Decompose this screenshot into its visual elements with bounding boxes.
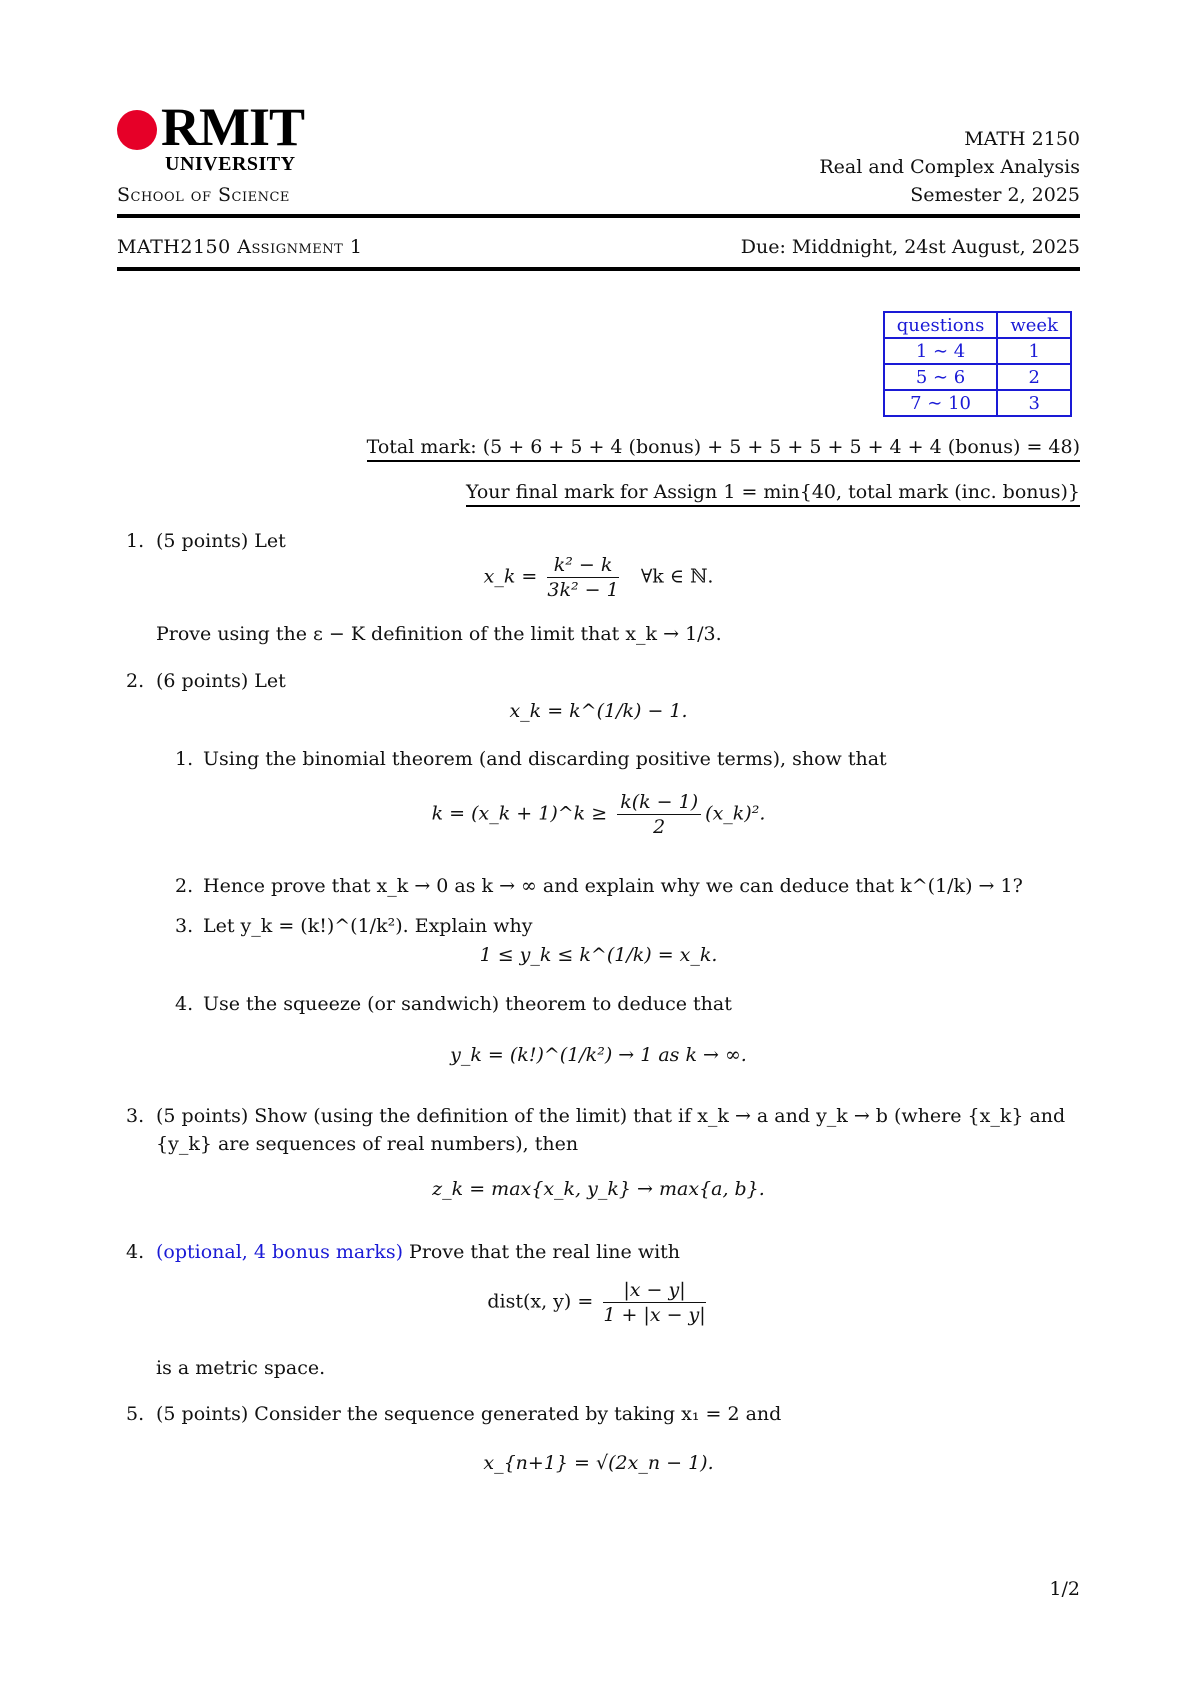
- q2-binomial-equation: [117, 790, 1080, 839]
- q2-part-3: [175, 912, 1080, 940]
- question-5: [126, 1400, 1080, 1428]
- q1-equation: [117, 553, 1080, 602]
- q1-eq-tail: ∀k ∈ ℕ.: [640, 565, 714, 588]
- table-header-week: week: [997, 312, 1071, 338]
- q2-binom-fraction: [617, 790, 701, 839]
- assignment-title: MATH2150 Assignment 1: [117, 236, 363, 258]
- question-intro: (5 points) Let: [156, 530, 286, 552]
- table-cell: 3: [997, 390, 1071, 416]
- final-mark: [466, 481, 1080, 503]
- q1-prove-text: Prove using the ε − K definition of the limit that x_k → 1/3.: [156, 623, 722, 645]
- semester: Semester 2, 2025: [910, 184, 1080, 206]
- table-header-row: [884, 312, 1071, 338]
- total-mark-text: Total mark: (5 + 6 + 5 + 4 (bonus) + 5 + 5 + 5 + 5 + 4 + 4 (bonus) = 48): [367, 436, 1080, 462]
- q4-tail-text: is a metric space.: [156, 1357, 326, 1379]
- q1-eq-fraction: [547, 553, 618, 602]
- question-1-prove: [126, 620, 1080, 648]
- question-text-wrap: [156, 1238, 1080, 1266]
- q4-eq-fraction: [603, 1278, 705, 1327]
- question-number: 2.: [126, 670, 145, 692]
- question-number: 1.: [126, 530, 145, 552]
- q2-binom-tail: (x_k)².: [705, 802, 766, 825]
- part-text: Use the squeeze (or sandwich) theorem to deduce that: [203, 993, 732, 1015]
- q1-eq-lhs: x_k =: [483, 565, 538, 588]
- course-name: Real and Complex Analysis: [819, 156, 1080, 178]
- question-number: 3.: [126, 1105, 145, 1127]
- rmit-logo: [117, 97, 307, 176]
- part-text: Let y_k = (k!)^(1/k²). Explain why: [203, 915, 533, 937]
- part-number: 1.: [175, 748, 194, 770]
- question-number: 4.: [126, 1241, 145, 1263]
- logo-main-text: RMIT: [161, 97, 304, 157]
- table-row: [884, 364, 1071, 390]
- part-text: Using the binomial theorem (and discarding positive terms), show that: [203, 748, 887, 770]
- header-rule-bottom: [117, 267, 1080, 271]
- q3-equation: z_k = max{x_k, y_k} → max{a, b}.: [432, 1178, 765, 1200]
- q4-eq-lhs: dist(x, y) =: [487, 1290, 594, 1313]
- week-table: [883, 311, 1072, 417]
- due-date: Due: Middnight, 24st August, 2025: [740, 236, 1080, 258]
- q4-eq-denominator: 1 + |x − y|: [603, 1304, 706, 1326]
- q4-equation: [117, 1278, 1080, 1327]
- q1-eq-denominator: 3k² − 1: [547, 579, 619, 601]
- table-cell: 7 ∼ 10: [884, 390, 998, 416]
- question-text: (5 points) Show (using the definition of the limit) that if x_k → a and y_k → b (where {x_k} and {y_k} are sequences of real numbers), then: [156, 1105, 1066, 1155]
- table-cell: 5 ∼ 6: [884, 364, 998, 390]
- q2-part-1: [175, 745, 1080, 773]
- rmit-logo-dot-icon: [117, 110, 157, 150]
- q2-squeeze-equation: y_k = (k!)^(1/k²) → 1 as k → ∞.: [450, 1044, 747, 1066]
- question-1: [126, 527, 1080, 555]
- document-page: [117, 0, 1080, 1696]
- table-row: [884, 390, 1071, 416]
- total-mark: [367, 436, 1080, 458]
- q2-equation: x_k = k^(1/k) − 1.: [509, 700, 688, 722]
- course-info: [819, 125, 1080, 209]
- q1-eq-numerator: k² − k: [547, 553, 618, 578]
- table-cell: 1 ∼ 4: [884, 338, 998, 364]
- q2-inequality: 1 ≤ y_k ≤ k^(1/k) = x_k.: [479, 944, 718, 966]
- school-name: School of Science: [117, 184, 290, 206]
- q2-binom-lhs: k = (x_k + 1)^k ≥: [431, 802, 608, 825]
- question-number: 5.: [126, 1403, 145, 1425]
- page-number: 1/2: [1049, 1578, 1080, 1600]
- q4-eq-numerator: |x − y|: [603, 1278, 705, 1303]
- course-code: MATH 2150: [964, 128, 1080, 150]
- part-number: 2.: [175, 875, 194, 897]
- table-row: [884, 338, 1071, 364]
- part-number: 3.: [175, 915, 194, 937]
- question-text: (5 points) Consider the sequence generated by taking x₁ = 2 and: [156, 1403, 782, 1425]
- q2-part-2: [175, 872, 1080, 900]
- question-3: [126, 1102, 1080, 1158]
- question-2: [126, 667, 1080, 695]
- table-cell: 1: [997, 338, 1071, 364]
- table-header-questions: questions: [884, 312, 998, 338]
- table-cell: 2: [997, 364, 1071, 390]
- question-4: [126, 1238, 1080, 1266]
- q5-equation: x_{n+1} = √(2x_n − 1).: [483, 1452, 714, 1474]
- header-rule-top: [117, 214, 1080, 218]
- optional-bonus-label: (optional, 4 bonus marks): [156, 1241, 403, 1263]
- logo-sub-text: UNIVERSITY: [165, 153, 296, 175]
- final-mark-text: Your final mark for Assign 1 = min{40, total mark (inc. bonus)}: [466, 481, 1080, 507]
- part-text: Hence prove that x_k → 0 as k → ∞ and explain why we can deduce that k^(1/k) → 1?: [203, 875, 1023, 897]
- q2-binom-numerator: k(k − 1): [617, 790, 701, 815]
- question-4-tail: [126, 1354, 1080, 1382]
- part-number: 4.: [175, 993, 194, 1015]
- question-text: Prove that the real line with: [409, 1241, 681, 1263]
- q2-binom-denominator: 2: [653, 816, 666, 838]
- question-intro: (6 points) Let: [156, 670, 286, 692]
- q2-part-4: [175, 990, 1080, 1018]
